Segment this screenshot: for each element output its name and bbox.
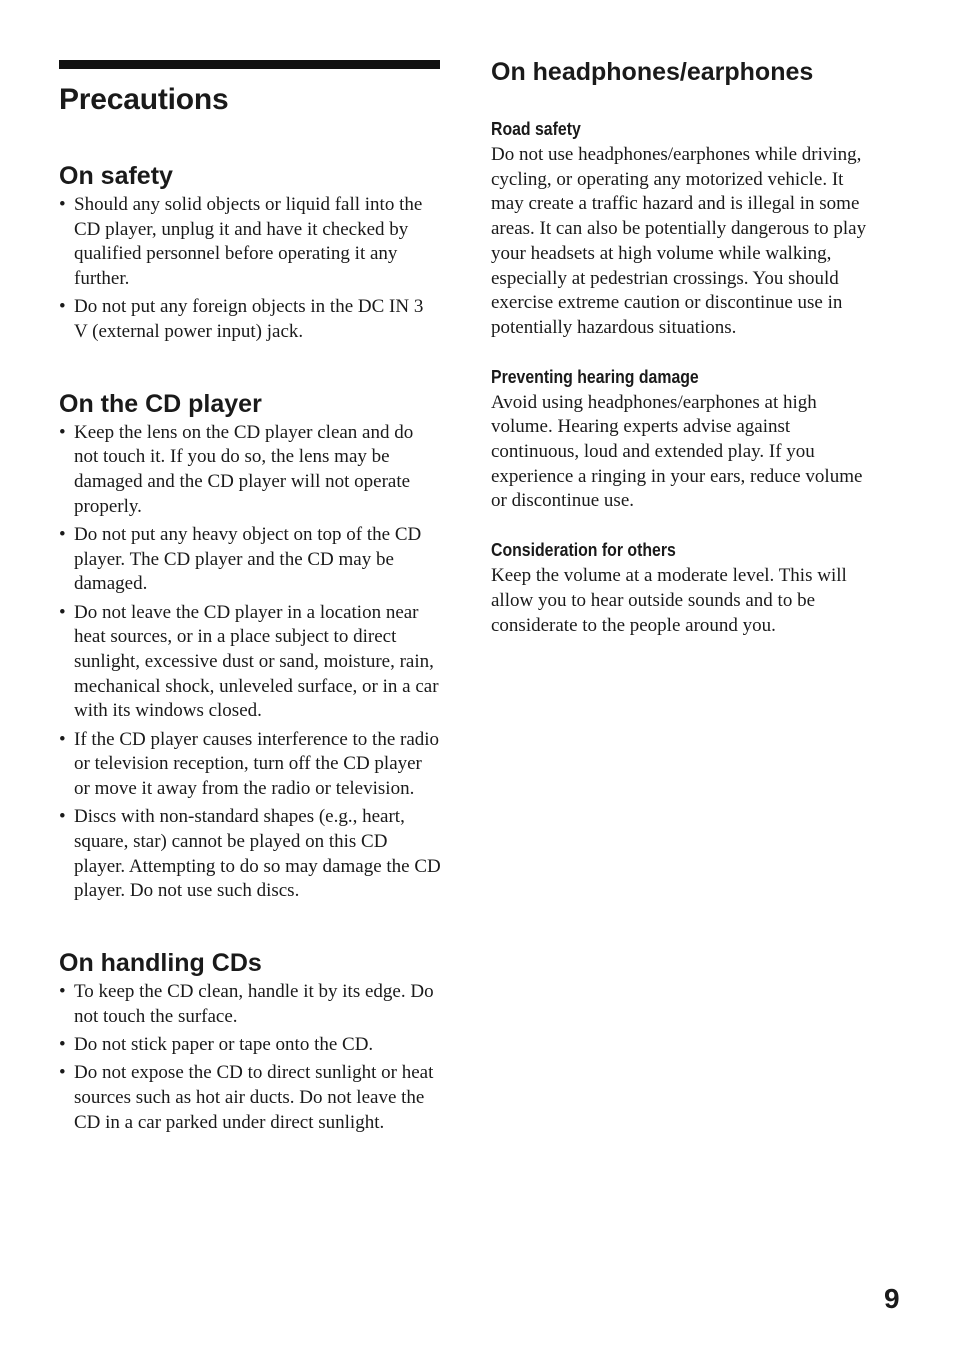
section-heading: On handling CDs <box>59 949 262 978</box>
list-item: • Should any solid objects or liquid fall into the CD player, unplug it and have it checked by qualified personnel before operating it any further. <box>59 194 423 290</box>
bullet-list <box>59 980 441 1135</box>
paragraph: Keep the volume at a moderate level. This will allow you to hear outside sounds and to be considerate to the people around you. <box>491 565 847 636</box>
page-number: 9 <box>884 1283 900 1314</box>
page-title: Precautions <box>59 83 229 116</box>
list-item: • Keep the lens on the CD player clean and do not touch it. If you do so, the lens may be damaged and the CD player will not operate properly. <box>59 421 414 517</box>
bullet-list <box>59 193 441 345</box>
section-heading: On safety <box>59 162 173 190</box>
list-item: • Discs with non-standard shapes (e.g., heart, square, star) cannot be played on this CD player. Attempting to do so may damage the CD player. Do not use such discs. <box>59 806 441 902</box>
subsection-preventing-hearing-damage <box>491 365 871 515</box>
title-rule <box>59 60 440 69</box>
list-item: • Do not put any foreign objects in the DC IN 3 V (external power input) jack. <box>59 296 424 343</box>
subsection-heading: Preventing hearing damage <box>491 366 699 387</box>
list-item: • To keep the CD clean, handle it by its edge. Do not touch the surface. <box>59 981 434 1027</box>
bullet-list <box>59 421 441 904</box>
right-column <box>491 57 871 638</box>
list-item: • Do not expose the CD to direct sunlight or heat sources such as hot air ducts. Do not leave the CD in a car parked under direct sunlight. <box>59 1062 434 1133</box>
list-item: • Do not leave the CD player in a location near heat sources, or in a place subject to direct sunlight, excessive dust or sand, moisture, rain, mechanical shock, unleveled surface, or in a car with its windows closed. <box>59 601 439 722</box>
list-item: • Do not put any heavy object on top of the CD player. The CD player and the CD may be damaged. <box>59 524 422 595</box>
section-heading-headphones: On headphones/earphones <box>491 58 814 86</box>
subsection-heading: Consideration for others <box>491 540 676 561</box>
list-item: • Do not stick paper or tape onto the CD. <box>59 1033 374 1055</box>
paragraph: Do not use headphones/earphones while driving, cycling, or operating any motorized vehicle. It may create a traffic hazard and is illegal in some areas. It can also be potentially dangerous to play your headsets at high volume while walking, especially at pedestrian crossings. You should exercise extreme caution or discontinue use in potentially hazardous situations. <box>491 144 867 338</box>
section-heading: On the CD player <box>59 389 262 418</box>
section-on-handling-cds <box>59 948 441 1135</box>
list-item: • If the CD player causes interference to the radio or television reception, turn off the CD player or move it away from the radio or television. <box>59 728 440 800</box>
left-column <box>59 60 441 1139</box>
subsection-road-safety <box>491 117 871 341</box>
subsection-consideration-for-others <box>491 538 871 638</box>
section-on-safety <box>59 161 441 345</box>
subsection-heading: Road safety <box>491 119 581 139</box>
section-on-the-cd-player <box>59 389 441 904</box>
paragraph: Avoid using headphones/earphones at high volume. Hearing experts advise against continuous, loud and extended play. If you experience a ringing in your ears, reduce volume or discontinue use. <box>491 391 863 512</box>
